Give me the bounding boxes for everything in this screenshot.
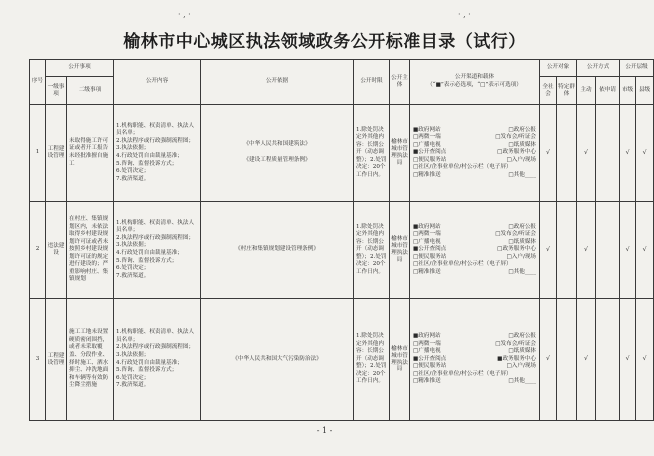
row-seq: 1 bbox=[30, 105, 46, 202]
row-request-check bbox=[596, 202, 620, 299]
header-request: 依申请 bbox=[596, 77, 620, 105]
row-seq: 3 bbox=[30, 299, 46, 421]
row-basis: 《村庄和集镇规划建设管理条例》 bbox=[201, 202, 354, 299]
row-specific-check bbox=[557, 105, 577, 202]
header-method-group: 公开方式 bbox=[577, 60, 620, 77]
row-time: 1.除处罚决定外其他内容：长期公开（动态调整）；2.处罚决定：20个工作日内。 bbox=[354, 299, 390, 421]
header-time: 公开时限 bbox=[354, 60, 390, 105]
row-active-check: √ bbox=[577, 202, 596, 299]
header-channel-note: （“■”表示必选项，“□”表示可选项） bbox=[427, 82, 522, 88]
header-active: 主动 bbox=[577, 77, 596, 105]
row-time: 1.除处罚决定外其他内容：长期公开（动态调整）；2.处罚决定：20个工作日内。 bbox=[354, 202, 390, 299]
row-city-check: √ bbox=[620, 299, 636, 421]
header-channel bbox=[410, 60, 540, 105]
row-level1: 工程建设管理 bbox=[46, 105, 67, 202]
header-county: 县级 bbox=[636, 77, 654, 105]
row-level1: 违法建设 bbox=[46, 202, 67, 299]
standard-catalog-table bbox=[29, 59, 654, 421]
scan-mark-left: · , · bbox=[178, 10, 191, 19]
row-channels: ■政府网站 □政府公报 □两微一端 □发布会/听证会 □广播电视 □纸质媒体 ■公开查阅点 □政务服务中心 □便民服务站 □入户/现场 □社区/企事业单位/村公示栏（电子屏） □精准推送 □其他____ bbox=[410, 202, 540, 299]
row-active-check: √ bbox=[577, 105, 596, 202]
row-county-check: √ bbox=[636, 202, 654, 299]
row-content: 1.机构职能、权责清单、执法人员名单； 2.执法程序或行政强制流程图； 3.执法依据； 4.行政处罚自由裁量基准； 5.咨询、监督投诉方式； 6.处罚决定； 7.救济渠道。 bbox=[114, 105, 201, 202]
row-level2: 施工工地未设置硬质密闭围挡，或者未采取覆盖、分段作业、择时施工、洒水抑尘、冲洗地面和车辆等有效防尘降尘措施 bbox=[67, 299, 114, 421]
row-subject: 榆林市城市管理执法局 bbox=[390, 299, 410, 421]
header-target-group: 公开对象 bbox=[540, 60, 577, 77]
row-basis: 《中华人民共和国建筑法》 《建设工程质量管理条例》 bbox=[201, 105, 354, 202]
row-request-check bbox=[596, 105, 620, 202]
header-content: 公开内容 bbox=[114, 60, 201, 105]
header-public: 全社会 bbox=[540, 77, 557, 105]
row-city-check: √ bbox=[620, 202, 636, 299]
scan-mark-right: · , · bbox=[458, 10, 471, 19]
row-request-check bbox=[596, 299, 620, 421]
header-items-group: 公开事项 bbox=[46, 60, 114, 77]
row-county-check: √ bbox=[636, 299, 654, 421]
page-number: - 1 - bbox=[316, 426, 333, 435]
header-subject: 公开主体 bbox=[390, 60, 410, 105]
row-content: 1.机构职能、权责清单、执法人员名单； 2.执法程序或行政强制流程图； 3.执法依据； 4.行政处罚自由裁量基准； 5.咨询、监督投诉方式； 6.处罚决定； 7.救济渠道。 bbox=[114, 202, 201, 299]
row-active-check: √ bbox=[577, 299, 596, 421]
row-subject: 榆林市城市管理执法局 bbox=[390, 202, 410, 299]
header-seq: 序号 bbox=[30, 60, 46, 105]
table-row bbox=[30, 105, 654, 202]
row-county-check: √ bbox=[636, 105, 654, 202]
header-specific: 特定群体 bbox=[557, 77, 577, 105]
header-city: 市级 bbox=[620, 77, 636, 105]
table-row bbox=[30, 202, 654, 299]
table-row bbox=[30, 299, 654, 421]
row-level1: 工程建设管理 bbox=[46, 299, 67, 421]
row-subject: 榆林市城市管理执法局 bbox=[390, 105, 410, 202]
row-public-check: √ bbox=[540, 105, 557, 202]
header-channel-title: 公开渠道和载体 bbox=[454, 74, 495, 81]
row-basis: 《中华人民共和国大气污染防治法》 bbox=[201, 299, 354, 421]
row-channels: ■政府网站 □政府公报 □两微一端 □发布会/听证会 □广播电视 □纸质媒体 ■公开查阅点 ■政务服务中心 □便民服务站 □入户/现场 □社区/企事业单位/村公示栏（电子屏） □精准推送 □其他____ bbox=[410, 299, 540, 421]
header-level-group: 公开层级 bbox=[620, 60, 654, 77]
row-content: 1.机构职能、权责清单、执法人员名单； 2.执法程序或行政强制流程图； 3.执法依据； 4.行政处罚自由裁量基准； 5.咨询、监督投诉方式； 6.处罚决定； 7.救济渠道。 bbox=[114, 299, 201, 421]
row-public-check: √ bbox=[540, 299, 557, 421]
row-seq: 2 bbox=[30, 202, 46, 299]
row-time: 1.除处罚决定外其他内容：长期公开（动态调整）；2.处罚决定：20个工作日内。 bbox=[354, 105, 390, 202]
row-city-check: √ bbox=[620, 105, 636, 202]
header-level1: 一级事项 bbox=[46, 77, 67, 105]
header-basis: 公开依据 bbox=[201, 60, 354, 105]
row-level2: 未取得施工许可证或者开工报告未经批准擅自施工 bbox=[67, 105, 114, 202]
row-public-check: √ bbox=[540, 202, 557, 299]
row-specific-check bbox=[557, 202, 577, 299]
row-level2: 在村庄、集镇规划区内，未依法取得乡村建设规划许可证或者未按照乡村建设规划许可证的规定进行建设的；严重影响村庄、集镇规划 bbox=[67, 202, 114, 299]
header-level2: 二级事项 bbox=[67, 77, 114, 105]
row-channels: ■政府网站 □政府公报 □两微一端 □发布会/听证会 □广播电视 □纸质媒体 ■公开查阅点 □政务服务中心 □便民服务站 □入户/现场 □社区/企事业单位/村公示栏（电子屏） □精准推送 □其他____ bbox=[410, 105, 540, 202]
row-specific-check bbox=[557, 299, 577, 421]
page-title: 榆林市中心城区执法领域政务公开标准目录（试行） bbox=[123, 32, 526, 52]
